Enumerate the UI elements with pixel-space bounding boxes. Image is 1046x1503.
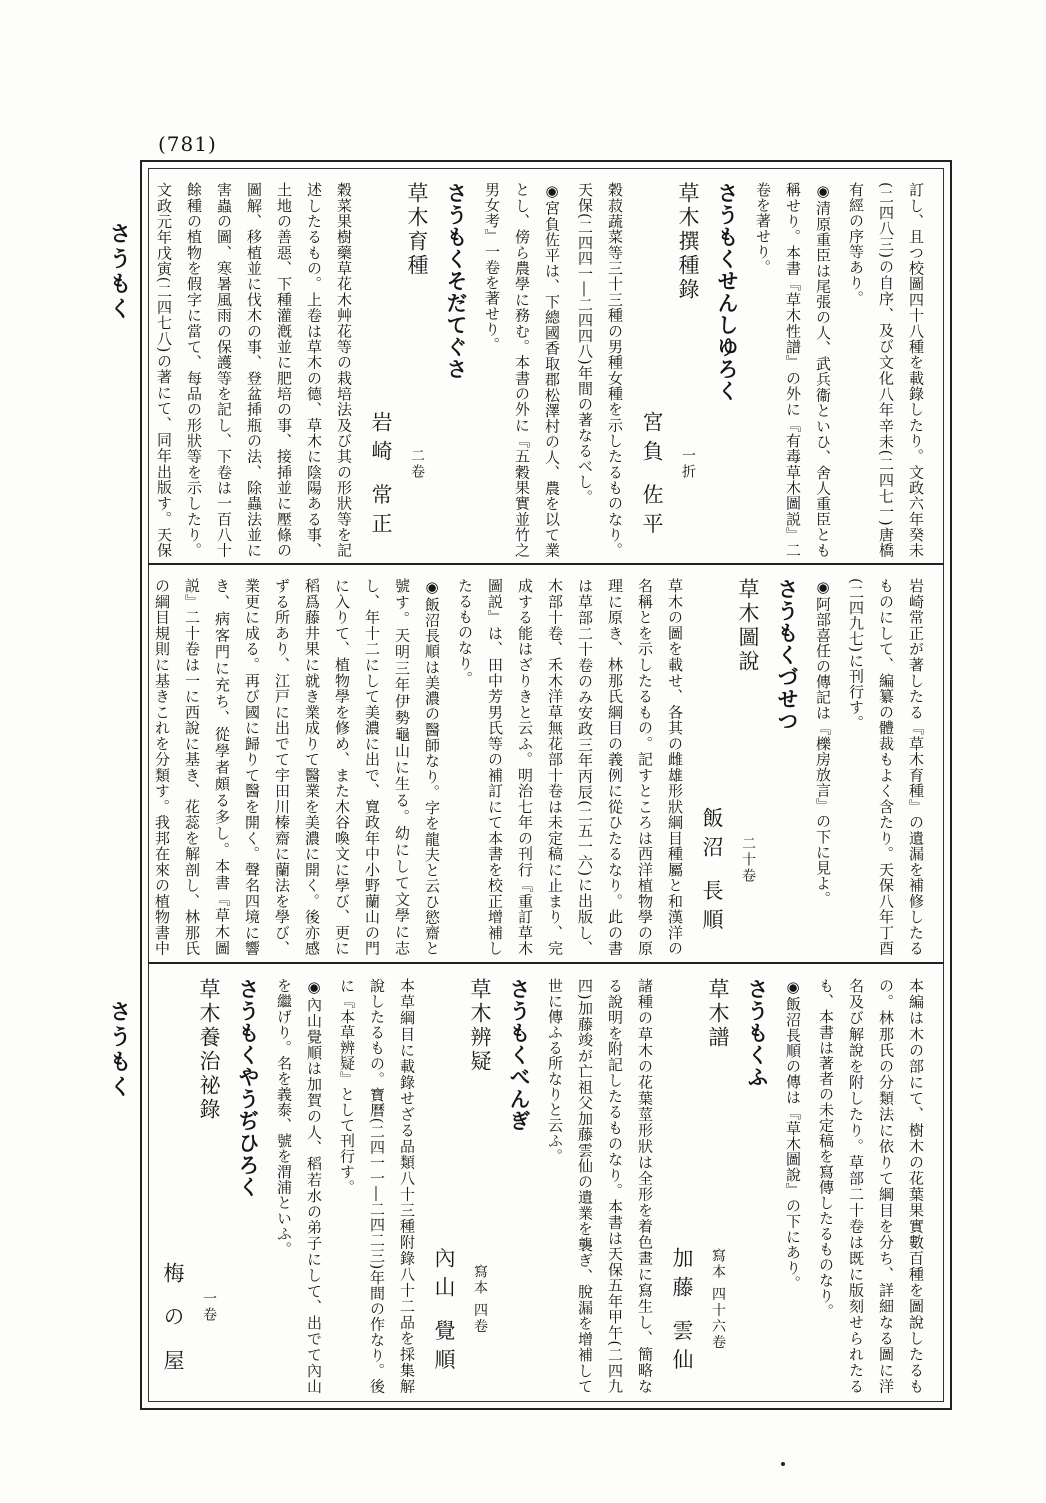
entry-title-line (664, 978, 736, 1378)
author-name: 梅 の 屋 (161, 1261, 185, 1378)
volume-count: 一卷 (201, 1290, 217, 1323)
paragraph (150, 978, 151, 1394)
biography-note: ◉清原重臣は尾張の人、武兵衞といひ、舍人重臣とも稱せり。本書『草木性譜』の外に『有毒草木圖説』二卷を著せり。 (754, 182, 832, 558)
running-head-lower: さうもく (106, 1000, 132, 1100)
paragraph: 穀菽蔬菜等三十三種の男種女種を示したるものなり。天保(二四四一―二四四八)年間の著なるべし。 (576, 182, 624, 558)
entry-title-line (363, 182, 435, 542)
author-name: 內山 覺順 (432, 1247, 456, 1378)
page-mark (781, 1462, 785, 1466)
book-title: 草木辨疑 (468, 978, 492, 1074)
book-title: 草木養治祕錄 (197, 978, 221, 1122)
entry-title-line (426, 978, 498, 1378)
author-name: 飯沼 長順 (700, 807, 724, 938)
paragraph: 訂し、且つ校圖四十八種を載錄したり。文政六年癸未(二四八三)の自序、及び文化八年辛未(二四七一)唐橋有經の序等あり。 (847, 182, 925, 558)
entry-title-line (694, 578, 766, 938)
paragraph: 岩崎常正が著したる『草木育種』の遺漏を補修したるものにして、編纂の體裁もよく含たり。天保八年丁酉(二四九七)に刊行す。 (847, 578, 925, 956)
author-name: 岩崎 常正 (369, 411, 393, 542)
author-name: 宮負 佐平 (640, 411, 664, 542)
page-number: (781) (158, 132, 217, 156)
paragraph: 本編は木の部にて、樹木の花葉果實數百種を圖說したるもの。林那氏の分類法に依りて綱目を分ち、詳細なる圖に洋名及び解說を附したり。草部二十卷は既に版刻せられたるも、本書は著者の未定稿を寫傳したるものなり。 (817, 978, 925, 1394)
tier-upper (150, 172, 942, 562)
book-title: 草木譜 (706, 978, 730, 1050)
entry-reading: さうもくふ (745, 978, 769, 1088)
biography-note: ◉飯沼長順は美濃の醫師なり。字を龍夫と云ひ慾齋と號す。天明三年伊勢龜山に生る。幼にして文學に志し、年十二にして美濃に出で、寬政年中小野蘭山の門に入りて、植物學を修め、また木谷喚文に學び、更に稻爲藤井果に就き業成りて醫業を美濃に開く。後亦感ずる所あり、江戸に出でて宇田川榛齋に蘭法を學び、業更に成る。再び國に歸りて醫を開く。聲名四境に響き、病客門に充ち、從學者頗る多し。本書『草木圖説』二十卷は一に西說に基き、花蕊を解剖し、林那氏の綱目規則に基きこれを分類す。我邦在來の植物書中 (153, 578, 441, 956)
volume-count: 寫本 四十六卷 (710, 1248, 726, 1351)
entry-reading: さうもくそだてぐさ (444, 182, 468, 380)
biography-note: ◉宮負佐平は、下總國香取郡松澤村の人、農を以て業とし、傍ら農學に務む。本書の外に『五穀果實並竹之男女考』一卷を著せり。 (483, 182, 561, 558)
author-name: 加藤 雲仙 (670, 1247, 694, 1378)
tier-middle (150, 568, 942, 960)
book-title: 草木撰種錄 (676, 182, 700, 302)
book-title: 草木育種 (405, 182, 429, 278)
entry-title-line (634, 182, 706, 542)
biography-note: ◉內山覺順は加賀の人、稻若水の弟子にして、出でて內山を繼げり。名を義泰、號を渭浦といふ。 (275, 978, 323, 1394)
paragraph: 本草綱目に載錄せざる品類八十三種附錄八十二品を採集解說したるもの。寶曆(二四一一―二四二三)年間の作なり。後に『本草辨疑』として刊行す。 (338, 978, 416, 1394)
paragraph: 草木の圖を載せ、各其の雌雄形狀綱目種屬と和漢洋の名稱とを示したるもの。記すところは西洋植物學の原理に原き、林那氏綱目の義例に從ひたるなり。此の書は草部二十卷のみ安政三年丙辰(二五一六)に出版し、木部十卷、禾木洋草無花部十卷は未定稿に止まり、完成する能はざりきと云ふ。明治七年の刊行『重訂草木圖説』は、田中芳男氏等の補訂にて本書を校正增補したるものなり。 (456, 578, 684, 956)
tier-lower (150, 968, 942, 1398)
biography-note: ◉飯沼長順の傳は『草木圖說』の下にあり。 (784, 978, 802, 1291)
entry-reading: さうもくづせつ (775, 578, 799, 732)
tier-divider (148, 563, 944, 565)
paragraph: 穀菜果樹藥草花木艸花等の栽培法及び其の形狀等を記述したるもの。上卷は草木の德、草木に陰陽ある事、土地の善惡、下種灌漑並に肥培の事、接揷並に壓條の圖解、移植並に伐木の事、登盆揷瓶の法、除蟲法並に害蟲の圖、寒暑風雨の保護等を記し、下卷は一百八十餘種の植物を假字に當て、每品の形狀等を示したり。文政元年戊寅(二四七八)の著にて、同年出版す。天保 (155, 182, 353, 558)
volume-count: 二十卷 (740, 835, 756, 884)
book-title: 草木圖說 (736, 578, 760, 674)
entry-reading: さうもくやうぢひろく (236, 978, 260, 1198)
running-head-upper: さうもく (106, 222, 132, 322)
entry-reading: さうもくせんしゆろく (715, 182, 739, 402)
volume-count: 一折 (680, 447, 696, 480)
entry-title-line (155, 978, 227, 1378)
paragraph: 諸種の草木の花葉莖形狀は全形を着色畫に寫生し、簡略なる說明を附記したるものなり。本書は天保五年甲午(二四九四)加藤竣が亡祖父加藤雲仙の遺業を襲ぎ、脫漏を增補して世に傳ふる所なりと云ふ。 (546, 978, 654, 1394)
tier-divider (148, 962, 944, 964)
biography-note: ◉阿部喜任の傳記は『櫟房放言』の下に見よ。 (814, 578, 832, 907)
volume-count: 寫本 四卷 (472, 1264, 488, 1335)
entry-reading: さうもくべんぎ (507, 978, 531, 1132)
volume-count: 二卷 (409, 447, 425, 480)
